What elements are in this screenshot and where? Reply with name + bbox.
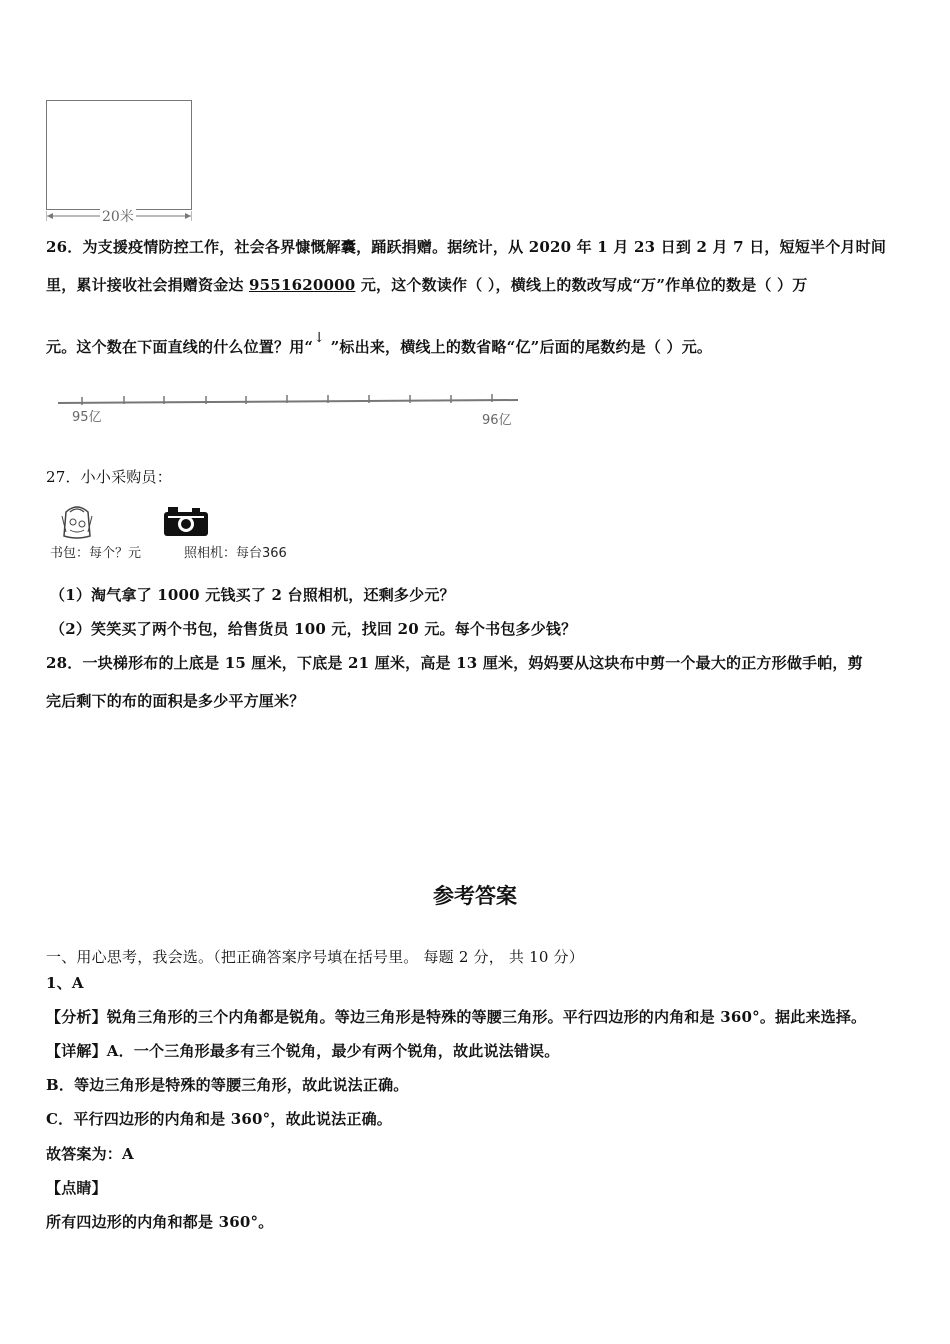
- tip-heading: 【点睛】: [46, 1179, 107, 1197]
- section-heading: 一、用心思考，我会选。（把正确答案序号填在括号里。 每题 2 分， 共 10 分）: [46, 948, 584, 966]
- q28-line2: 完后剩下的布的面积是多少平方厘米？: [46, 692, 305, 710]
- q28-line1: 28．一块梯形布的上底是 15 厘米，下底是 21 厘米，高是 13 厘米，妈妈要从这块布中剪一个最大的正方形做手帕，剪: [46, 654, 863, 672]
- number-line: [58, 388, 528, 432]
- q27-sub2: （2）笑笑买了两个书包，给售货员 100 元，找回 20 元。每个书包多少钱？: [50, 620, 577, 638]
- square-figure: [46, 100, 192, 210]
- camera-caption: 照相机：每台366: [184, 546, 287, 561]
- camera-icon: [162, 504, 210, 538]
- q26-line3: 元。这个数在下面直线的什么位置？用“↓ ”标出来，横线上的数省略“亿”后面的尾数约是（ ）元。: [46, 330, 713, 356]
- down-arrow-icon: ↓: [313, 330, 326, 346]
- answer-item: 1、A: [46, 974, 84, 992]
- q27-title: 27．小小采购员：: [46, 468, 172, 486]
- dimension-label: 20米: [100, 206, 136, 226]
- axis-label-right: 96亿: [482, 413, 512, 428]
- q26-amount: 9551620000: [249, 276, 356, 294]
- axis-label-left: 95亿: [72, 410, 102, 425]
- backpack-caption: 书包：每个？元: [50, 546, 142, 561]
- q26-line1: 26．为支援疫情防控工作，社会各界慷慨解囊，踊跃捐赠。据统计，从 2020 年 1 月 23 日到 2 月 7 日，短短半个月时间: [46, 238, 887, 256]
- answers-title: 参考答案: [433, 884, 517, 908]
- option-c-text: C．平行四边形的内角和是 360°，故此说法正确。: [46, 1110, 392, 1128]
- final-answer: 故答案为：A: [46, 1145, 134, 1163]
- option-b-text: B．等边三角形是特殊的等腰三角形，故此说法正确。: [46, 1076, 409, 1094]
- detail-text: 【详解】A．一个三角形最多有三个锐角，最少有两个锐角，故此说法错误。: [46, 1042, 560, 1060]
- q26-line2: 里，累计接收社会捐赠资金达 9551620000 元，这个数读作（ ），横线上的数改写成“万”作单位的数是（ ）万: [46, 276, 808, 294]
- tip-text: 所有四边形的内角和都是 360°。: [46, 1213, 274, 1231]
- q27-sub1: （1）淘气拿了 1000 元钱买了 2 台照相机，还剩多少元？: [50, 586, 455, 604]
- analysis-text: 【分析】锐角三角形的三个内角都是锐角。等边三角形是特殊的等腰三角形。平行四边形的内角和是 360°。据此来选择。: [46, 1008, 867, 1026]
- backpack-icon: [56, 502, 98, 540]
